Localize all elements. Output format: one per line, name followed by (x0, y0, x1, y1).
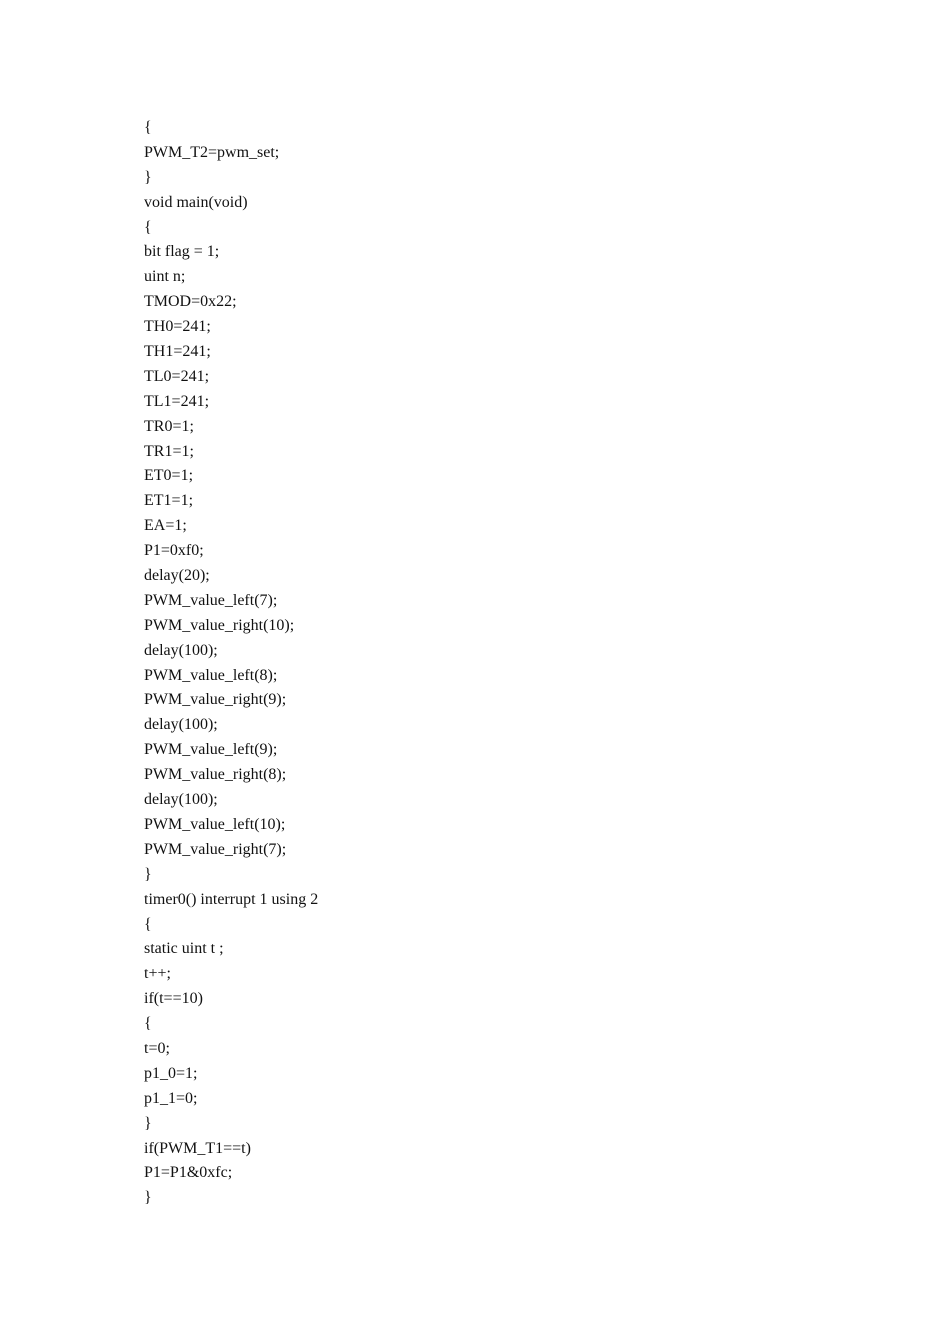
code-line: void main(void) (144, 193, 248, 211)
code-line: PWM_T2=pwm_set; (144, 143, 280, 161)
code-line: ET0=1; (144, 467, 194, 485)
code-line: { (144, 915, 152, 933)
code-line: t++; (144, 965, 171, 983)
code-listing (144, 116, 318, 1211)
code-line: PWM_value_right(10); (144, 616, 295, 634)
code-line: TH0=241; (144, 318, 211, 336)
code-line: static uint t ; (144, 940, 224, 958)
code-line: EA=1; (144, 517, 187, 535)
code-line: timer0() interrupt 1 using 2 (144, 890, 319, 908)
code-line: { (144, 218, 152, 236)
code-line: t=0; (144, 1039, 170, 1057)
code-line: ET1=1; (144, 492, 194, 510)
code-line: delay(100); (144, 791, 218, 809)
code-line: PWM_value_left(10); (144, 815, 286, 833)
code-line: p1_0=1; (144, 1064, 198, 1082)
code-line: P1=0xf0; (144, 542, 204, 560)
code-line: delay(100); (144, 641, 218, 659)
code-line: delay(20); (144, 567, 210, 585)
code-line: } (144, 168, 152, 186)
code-line: } (144, 1114, 152, 1132)
code-line: PWM_value_right(8); (144, 766, 287, 784)
code-line: if(t==10) (144, 990, 203, 1008)
code-line: PWM_value_left(8); (144, 666, 278, 684)
code-line: TMOD=0x22; (144, 293, 237, 311)
code-line: P1=P1&0xfc; (144, 1164, 233, 1182)
code-line: PWM_value_left(9); (144, 741, 278, 759)
code-line: { (144, 1015, 152, 1033)
code-line: TL1=241; (144, 392, 210, 410)
code-line: } (144, 1189, 152, 1207)
code-line: TR0=1; (144, 417, 194, 435)
code-line: p1_1=0; (144, 1089, 198, 1107)
code-line: bit flag = 1; (144, 243, 220, 261)
code-line: { (144, 119, 152, 136)
code-line: } (144, 865, 152, 883)
code-line: TR1=1; (144, 442, 194, 460)
code-line: PWM_value_right(7); (144, 840, 287, 858)
code-line: PWM_value_right(9); (144, 691, 287, 709)
code-line: TH1=241; (144, 343, 211, 361)
code-line: if(PWM_T1==t) (144, 1139, 251, 1157)
code-line: delay(100); (144, 716, 218, 734)
code-line: PWM_value_left(7); (144, 591, 278, 609)
code-line: TL0=241; (144, 367, 210, 385)
code-line: uint n; (144, 268, 186, 286)
